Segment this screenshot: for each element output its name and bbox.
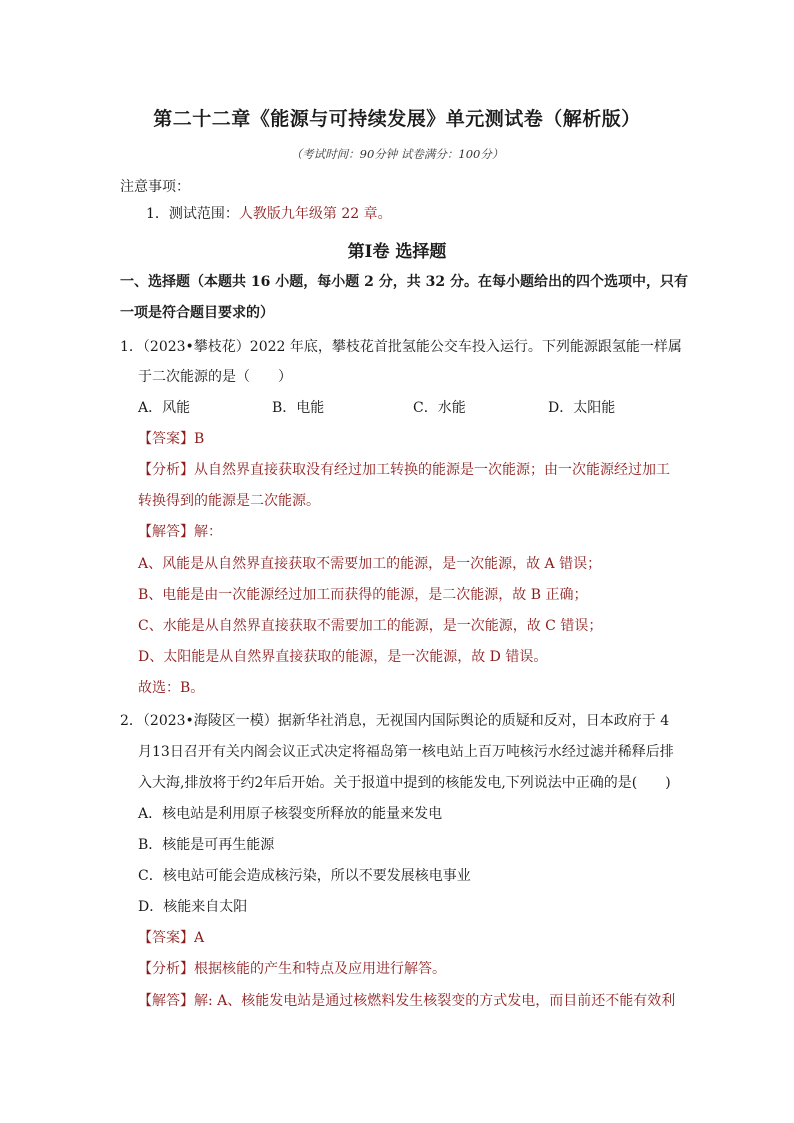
q2-stem-line-3: 入大海,排放将于约2年后开始。关于报道中提到的核能发电,下列说法中正确的是( ) (138, 775, 671, 791)
q1-solution-line-1: A、风能是从自然界直接获取不需要加工的能源，是一次能源，故 A 错误； (138, 556, 602, 572)
page-title: 第二十二章《能源与可持续发展》单元测试卷（解析版） (153, 108, 641, 130)
page-subtitle: （考试时间：90分钟 试卷满分：100分） (290, 147, 504, 161)
q1-solution-line-4: D、太阳能是从自然界直接获取的能源，是一次能源，故 D 错误。 (138, 649, 548, 665)
q1-option-d: D．太阳能 (548, 400, 616, 416)
section-instructions-line-1: 一、选择题（本题共 16 小题，每小题 2 分，共 32 分。在每小题给出的四个选项中，只有 (120, 274, 688, 290)
section-title: 第Ⅰ卷 选择题 (347, 242, 447, 262)
q2-solution-text-1: 解: A、核能发电站是通过核燃料发生核裂变的方式发电，而目前还不能有效利 (194, 993, 676, 1009)
q1-answer (138, 430, 204, 448)
q2-option-b: B．核能是可再生能源 (138, 837, 275, 853)
q1-stem-line-2: 于二次能源的是（ ） (138, 369, 292, 385)
notice-heading: 注意事项： (120, 179, 190, 195)
q2-option-c: C．核电站可能会造成核污染，所以不要发展核电事业 (138, 868, 471, 884)
q2-analysis (138, 960, 446, 978)
q1-answer-value: B (194, 431, 205, 447)
q1-solution-head-text: 解： (194, 524, 222, 540)
q1-option-b: B．电能 (272, 400, 325, 416)
q2-stem-line-2: 月13日召开有关内阁会议正式决定将福岛第一核电站上百万吨核污水经过滤并稀释后排 (138, 744, 674, 760)
q1-solution-line-3: C、水能是从自然界直接获取不需要加工的能源，是一次能源，故 C 错误； (138, 618, 603, 634)
q2-solution-tag: 【解答】 (138, 993, 194, 1009)
notice-item-1-value: 人教版九年级第 22 章。 (238, 206, 392, 222)
q1-conclusion: 故选：B。 (138, 680, 205, 696)
notice-item-1-prefix: 1．测试范围： (146, 206, 239, 222)
q1-analysis-line-1 (138, 461, 670, 479)
q2-option-a: A．核电站是利用原子核裂变所释放的能量来发电 (138, 806, 443, 822)
q2-analysis-text: 根据核能的产生和特点及应用进行解答。 (194, 961, 446, 977)
q1-analysis-tag: 【分析】 (138, 462, 194, 478)
q1-solution-line-2: B、电能是由一次能源经过加工而获得的能源，是二次能源，故 B 正确； (138, 587, 588, 603)
section-instructions-line-2: 一项是符合题目要求的） (120, 305, 274, 321)
q1-stem-line-1: 1．（2023•攀枝花）2022 年底，攀枝花首批氢能公交车投入运行。下列能源跟氢能一样属 (120, 339, 682, 355)
notice-item-1 (146, 205, 392, 223)
q2-stem-line-1: 2．（2023•海陵区一模）据新华社消息，无视国内国际舆论的质疑和反对，日本政府于 4 (120, 713, 670, 729)
q1-analysis-line-2: 转换得到的能源是二次能源。 (138, 493, 320, 509)
q2-analysis-tag: 【分析】 (138, 961, 194, 977)
q1-option-a: A．风能 (138, 400, 191, 416)
q2-answer-tag: 【答案】 (138, 930, 194, 946)
q2-answer (138, 929, 204, 947)
q1-analysis-text-1: 从自然界直接获取没有经过加工转换的能源是一次能源；由一次能源经过加工 (194, 462, 670, 478)
q2-answer-value: A (194, 930, 205, 946)
q1-solution-head (138, 523, 222, 541)
q1-answer-tag: 【答案】 (138, 431, 194, 447)
q2-option-d: D．核能来自太阳 (138, 899, 248, 915)
q2-solution-line-1 (138, 992, 675, 1010)
q1-option-c: C．水能 (413, 400, 466, 416)
q1-solution-tag: 【解答】 (138, 524, 194, 540)
